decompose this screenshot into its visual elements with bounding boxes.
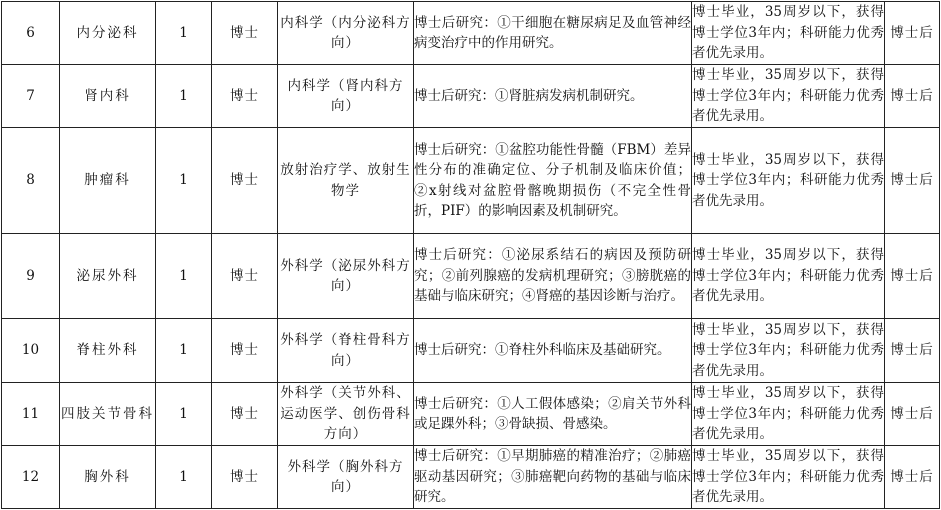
degree-label: 博士 [230,342,259,359]
degree-cell [212,65,278,128]
row-number: 10 [2,319,60,383]
major-cell: 外科学（脊柱骨科方向） [278,319,414,383]
headcount-cell: 1 [156,234,212,319]
major-cell: 外科学（关节外科、运动医学、创伤骨科方向） [278,383,414,446]
row-number: 11 [2,383,60,446]
position-type-cell [885,2,940,65]
table-row [2,319,940,383]
research-cell: 博士后研究：①干细胞在糖尿病足及血管神经病变治疗中的作用研究。 [414,2,692,65]
major-cell: 内科学（肾内科方向） [278,65,414,128]
requirement-cell: 博士毕业，35周岁以下，获得博士学位3年内；科研能力优秀者优先录用。 [692,65,885,128]
degree-label: 博士 [230,172,259,189]
position-type-label: 博士后 [890,468,934,485]
degree-cell [212,234,278,319]
degree-label: 博士 [230,267,259,284]
position-type-cell [885,446,940,509]
table-row [2,383,940,446]
headcount-cell: 1 [156,2,212,65]
headcount-cell: 1 [156,446,212,509]
major-cell: 内科学（内分泌科方向） [278,2,414,65]
position-type-label: 博士后 [890,24,934,41]
degree-label: 博士 [230,24,259,41]
row-number: 8 [2,128,60,234]
requirement-cell: 博士毕业，35周岁以下，获得博士学位3年内；科研能力优秀者优先录用。 [692,319,885,383]
requirement-cell: 博士毕业，35周岁以下，获得博士学位3年内；科研能力优秀者优先录用。 [692,383,885,446]
research-cell: 博士后研究：①肾脏病发病机制研究。 [414,65,692,128]
position-type-cell [885,234,940,319]
position-type-label: 博士后 [890,267,934,284]
research-cell: 博士后研究：①人工假体感染；②肩关节外科或足踝外科；③骨缺损、骨感染。 [414,383,692,446]
headcount-cell: 1 [156,319,212,383]
row-number: 7 [2,65,60,128]
major-cell: 外科学（胸外科方向） [278,446,414,509]
row-number: 6 [2,2,60,65]
position-type-label: 博士后 [890,172,934,189]
requirement-cell: 博士毕业，35周岁以下，获得博士学位3年内；科研能力优秀者优先录用。 [692,128,885,234]
degree-cell [212,319,278,383]
position-type-cell [885,319,940,383]
position-type-cell [885,383,940,446]
degree-label: 博士 [230,87,259,104]
department-cell: 肾内科 [60,65,156,128]
headcount-cell: 1 [156,65,212,128]
table-row [2,65,940,128]
degree-label: 博士 [230,468,259,485]
requirement-cell: 博士毕业，35周岁以下，获得博士学位3年内；科研能力优秀者优先录用。 [692,446,885,509]
position-type-label: 博士后 [890,342,934,359]
position-type-cell [885,65,940,128]
research-cell: 博士后研究：①盆腔功能性骨髓（FBM）差异性分布的准确定位、分子机制及临床价值；②x射线对盆腔骨髂晚期损伤（不完全性骨折，PIF）的影响因素及机制研究。 [414,128,692,234]
headcount-cell: 1 [156,128,212,234]
research-cell: 博士后研究：①脊柱外科临床及基础研究。 [414,319,692,383]
table-row [2,128,940,234]
recruitment-table [1,1,940,509]
requirement-cell: 博士毕业，35周岁以下，获得博士学位3年内；科研能力优秀者优先录用。 [692,2,885,65]
research-cell: 博士后研究：①早期肺癌的精准治疗；②肺癌驱动基因研究；③肺癌靶向药物的基础与临床研究。 [414,446,692,509]
headcount-cell: 1 [156,383,212,446]
position-type-label: 博士后 [890,405,934,422]
department-cell: 脊柱外科 [60,319,156,383]
degree-cell [212,128,278,234]
position-type-label: 博士后 [890,87,934,104]
table-row [2,234,940,319]
department-cell: 内分泌科 [60,2,156,65]
degree-cell [212,2,278,65]
major-cell: 外科学（泌尿外科方向） [278,234,414,319]
row-number: 12 [2,446,60,509]
position-type-cell [885,128,940,234]
table-row [2,446,940,509]
degree-label: 博士 [230,405,259,422]
research-cell: 博士后研究：①泌尿系结石的病因及预防研究；②前列腺癌的发病机理研究；③膀胱癌的基础与临床研究；④肾癌的基因诊断与治疗。 [414,234,692,319]
department-cell: 四肢关节骨科 [60,383,156,446]
degree-cell [212,446,278,509]
department-cell: 胸外科 [60,446,156,509]
major-cell: 放射治疗学、放射生物学 [278,128,414,234]
degree-cell [212,383,278,446]
requirement-cell: 博士毕业，35周岁以下，获得博士学位3年内；科研能力优秀者优先录用。 [692,234,885,319]
table-row [2,2,940,65]
department-cell: 泌尿外科 [60,234,156,319]
department-cell: 肿瘤科 [60,128,156,234]
row-number: 9 [2,234,60,319]
